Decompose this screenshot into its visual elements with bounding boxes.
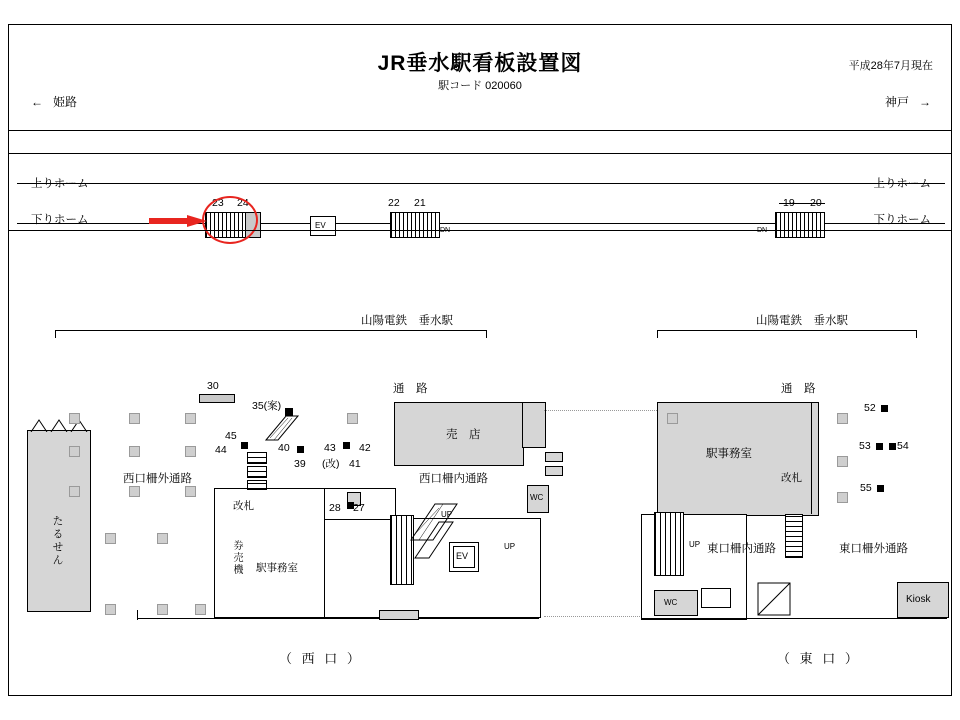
east-boundary-line [641, 618, 947, 619]
sign-dot-45 [241, 442, 248, 449]
sign-label-20: 20 [810, 197, 822, 209]
sign-label-44: 44 [215, 444, 227, 456]
west-gate-label: 改札 [233, 500, 254, 512]
marker [837, 492, 848, 503]
arrow-left-icon: ← [31, 95, 43, 109]
direction-himeji-label: 姫路 [53, 95, 78, 109]
corridor-label-west: 通 路 [393, 383, 428, 395]
marker [129, 446, 140, 457]
sign-dot-35 [285, 408, 293, 416]
marker [129, 486, 140, 497]
sign-bar-30 [199, 394, 235, 403]
west-bottom-block [379, 610, 419, 620]
header-divider-1 [9, 130, 951, 131]
sign-label-21: 21 [414, 197, 426, 209]
west-office-label: 駅事務室 [256, 562, 298, 574]
station-code: 駅コード 020060 [438, 80, 522, 92]
sign-label-23: 23 [212, 197, 224, 209]
marker [185, 486, 196, 497]
sign-label-43-kai: (改) [322, 458, 340, 470]
marker [69, 446, 80, 457]
sign-label-28: 28 [329, 502, 341, 514]
marker [837, 413, 848, 424]
sign-dot-52 [881, 405, 888, 412]
east-wc-label: WC [664, 598, 678, 607]
footer-east: （ 東 口 ） [777, 651, 861, 666]
direction-kobe-label: 神戸 [884, 95, 909, 109]
marker [185, 413, 196, 424]
sign-label-43: 43 [324, 442, 336, 454]
west-small-block-2 [545, 466, 563, 476]
corridor-label-east: 通 路 [781, 383, 816, 395]
tarusen-label-text: たるせん [51, 515, 63, 567]
sign-dot-43 [343, 442, 350, 449]
east-stair-2 [785, 514, 803, 558]
marker [157, 533, 168, 544]
west-outside-label: 西口柵外通路 [123, 473, 192, 485]
platform-diagram [9, 153, 953, 234]
platform-ev-label: EV [315, 221, 326, 230]
west-boundary-tick [137, 610, 138, 620]
shop-label: 売 店 [446, 429, 481, 441]
marker [667, 413, 678, 424]
sanyo-bracket-west [55, 330, 487, 338]
shop-annex [522, 402, 546, 448]
west-stair-small-2 [247, 466, 267, 478]
west-wc-label: WC [530, 493, 544, 502]
sanyo-bracket-east [657, 330, 917, 338]
kiosk-label: Kiosk [906, 594, 931, 605]
highlight-arrow-icon [149, 215, 209, 227]
sign-label-54: 54 [897, 440, 909, 452]
dn-label-center: DN [440, 227, 451, 234]
marker [105, 604, 116, 615]
sign-label-30: 30 [207, 380, 219, 392]
tarusen-label [49, 515, 65, 572]
marker [195, 604, 206, 615]
sign-label-45: 45 [225, 430, 237, 442]
east-stair-icon [757, 582, 791, 616]
marker [105, 533, 116, 544]
dn-label-east: DN [757, 227, 768, 234]
sign-label-52: 52 [864, 402, 876, 414]
page-title: JR垂水駅看板設置図 [377, 52, 583, 75]
direction-kobe [885, 93, 931, 110]
sign-dot-55 [877, 485, 884, 492]
platform-down-label-right: 下りホーム [873, 214, 931, 226]
platform-rail-upper [17, 183, 945, 184]
sign-label-55: 55 [860, 482, 872, 494]
center-dotted-2 [544, 616, 654, 617]
sanyo-label-east: 山陽電鉄 垂水駅 [756, 315, 848, 327]
marker [129, 413, 140, 424]
platform-up-label-right: 上りホーム [873, 178, 931, 190]
sign-label-39: 39 [294, 458, 306, 470]
sign-label-41: 41 [349, 458, 361, 470]
east-divider-line [811, 402, 812, 514]
west-stair-small-3 [247, 480, 267, 490]
marker [185, 446, 196, 457]
west-stair-small-1 [247, 452, 267, 464]
sign-label-40: 40 [278, 442, 290, 454]
footer-west: （ 西 口 ） [279, 651, 363, 666]
ticket-machine-label: 券売機 [231, 540, 242, 576]
marker [69, 486, 80, 497]
east-up-label: UP [689, 540, 701, 549]
drawing-sheet [8, 24, 952, 696]
sign-label-27: 27 [353, 502, 365, 514]
east-gate-label: 改札 [781, 472, 802, 484]
revision-date: 平成28年7月現在 [848, 60, 933, 72]
sign-label-53: 53 [859, 440, 871, 452]
sign-label-24: 24 [237, 197, 249, 209]
platform-bracket-east [779, 203, 825, 204]
sign-dot-39 [297, 446, 304, 453]
east-office-label: 駅事務室 [706, 448, 752, 460]
sanyo-label-west: 山陽電鉄 垂水駅 [361, 315, 453, 327]
sign-dot-53 [876, 443, 883, 450]
west-up-label-2: UP [504, 542, 516, 551]
center-dotted-1 [544, 410, 659, 411]
sign-label-42: 42 [359, 442, 371, 454]
sign-label-19: 19 [783, 197, 795, 209]
arrow-right-icon: → [919, 95, 931, 109]
east-outside-label: 東口柵外通路 [839, 543, 908, 555]
direction-himeji [31, 93, 77, 110]
sign-label-35: 35(案) [252, 400, 282, 412]
marker [347, 413, 358, 424]
sign-label-22: 22 [388, 197, 400, 209]
east-small-room [701, 588, 731, 608]
marker [837, 456, 848, 467]
platform-down-label-left: 下りホーム [31, 214, 89, 226]
sign-dot-54 [889, 443, 896, 450]
marker [69, 413, 80, 424]
east-inside-label: 東口柵内通路 [707, 543, 776, 555]
station-plan [9, 230, 953, 695]
west-boundary-line [137, 618, 539, 619]
platform-up-label-left: 上りホーム [31, 178, 89, 190]
marker [157, 604, 168, 615]
west-small-block-1 [545, 452, 563, 462]
west-up-label: UP [441, 510, 453, 519]
east-stair-1 [654, 512, 684, 576]
west-inside-label: 西口柵内通路 [419, 473, 488, 485]
west-ev-label: EV [456, 551, 469, 561]
